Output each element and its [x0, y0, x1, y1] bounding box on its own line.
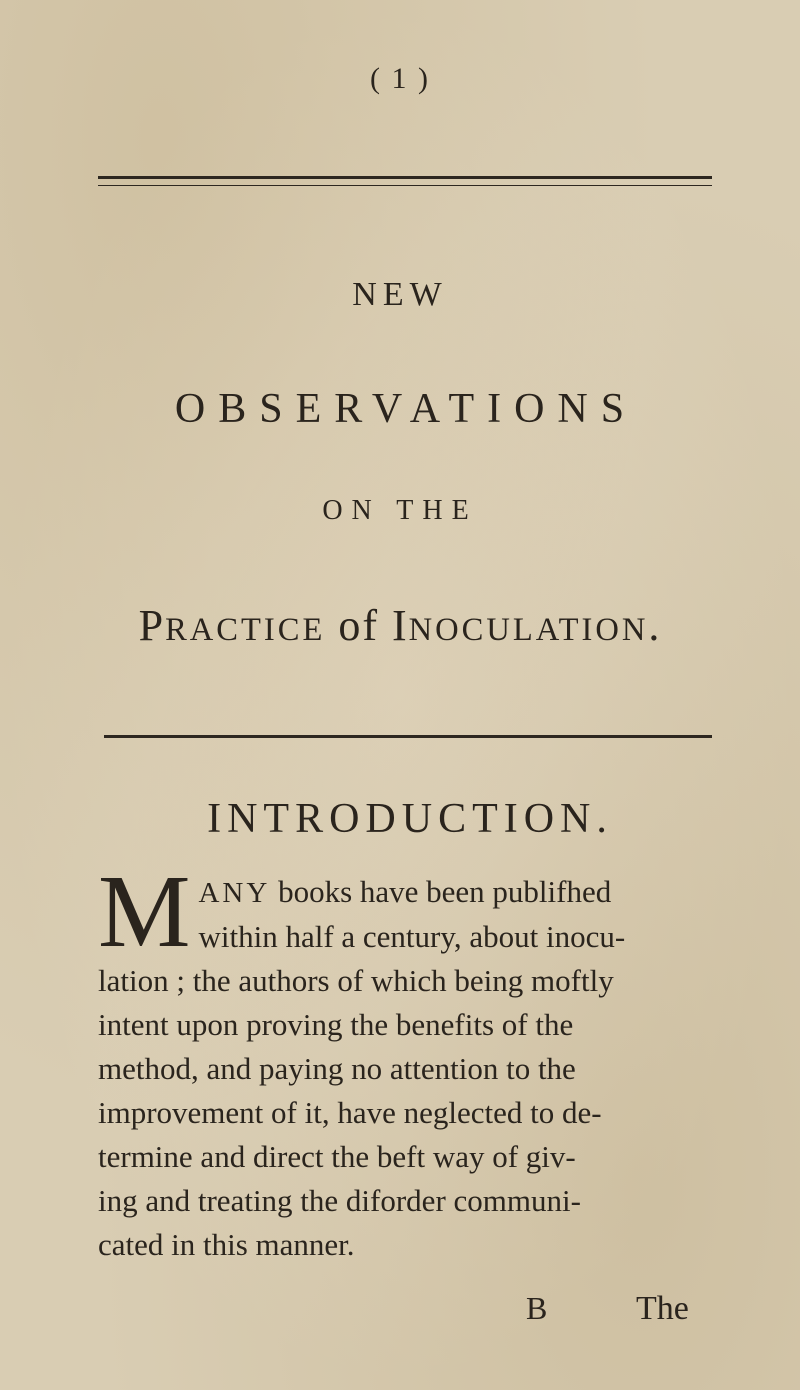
body-line-1 [98, 870, 718, 915]
first-word-rest: ANY [198, 877, 271, 909]
section-rule [104, 735, 712, 738]
title-practice-initial: P [138, 601, 166, 650]
title-line-new: NEW [352, 276, 448, 313]
body-line-7: termine and direct the beft way of giv- [98, 1139, 576, 1174]
title-line-practice-of-inoculation [0, 600, 800, 651]
catchword: The [636, 1290, 689, 1327]
title-line-on-the: ON THE [322, 495, 478, 526]
body-line-2: within half a century, about inocu- [198, 919, 626, 954]
section-heading: INTRODUCTION. [207, 796, 613, 842]
body-line-4: intent upon proving the benefits of the [98, 1007, 574, 1042]
body-line-9: cated in this manner. [98, 1227, 355, 1262]
body-line-1-text: books have been publifhed [270, 874, 612, 909]
body-paragraph [98, 854, 718, 1267]
body-line-8: ing and treating the diforder communi- [98, 1183, 581, 1218]
page-number: ( 1 ) [370, 62, 430, 95]
title-inoculation-initial: I [391, 601, 409, 650]
title-line-observations: OBSERVATIONS [174, 386, 638, 432]
body-line-5: method, and paying no attention to the [98, 1051, 576, 1086]
top-double-rule [98, 176, 712, 186]
signature-mark: B [526, 1290, 548, 1326]
body-line-3: lation ; the authors of which being moftly [98, 963, 614, 998]
title-period: . [648, 601, 662, 650]
title-practice-rest: RACTICE [165, 612, 326, 648]
title-inoculation-rest: NOCULATION [408, 612, 649, 648]
body-line-6: improvement of it, have neglected to de- [98, 1095, 602, 1130]
title-of: of [325, 601, 392, 650]
drop-cap: M [98, 854, 191, 969]
